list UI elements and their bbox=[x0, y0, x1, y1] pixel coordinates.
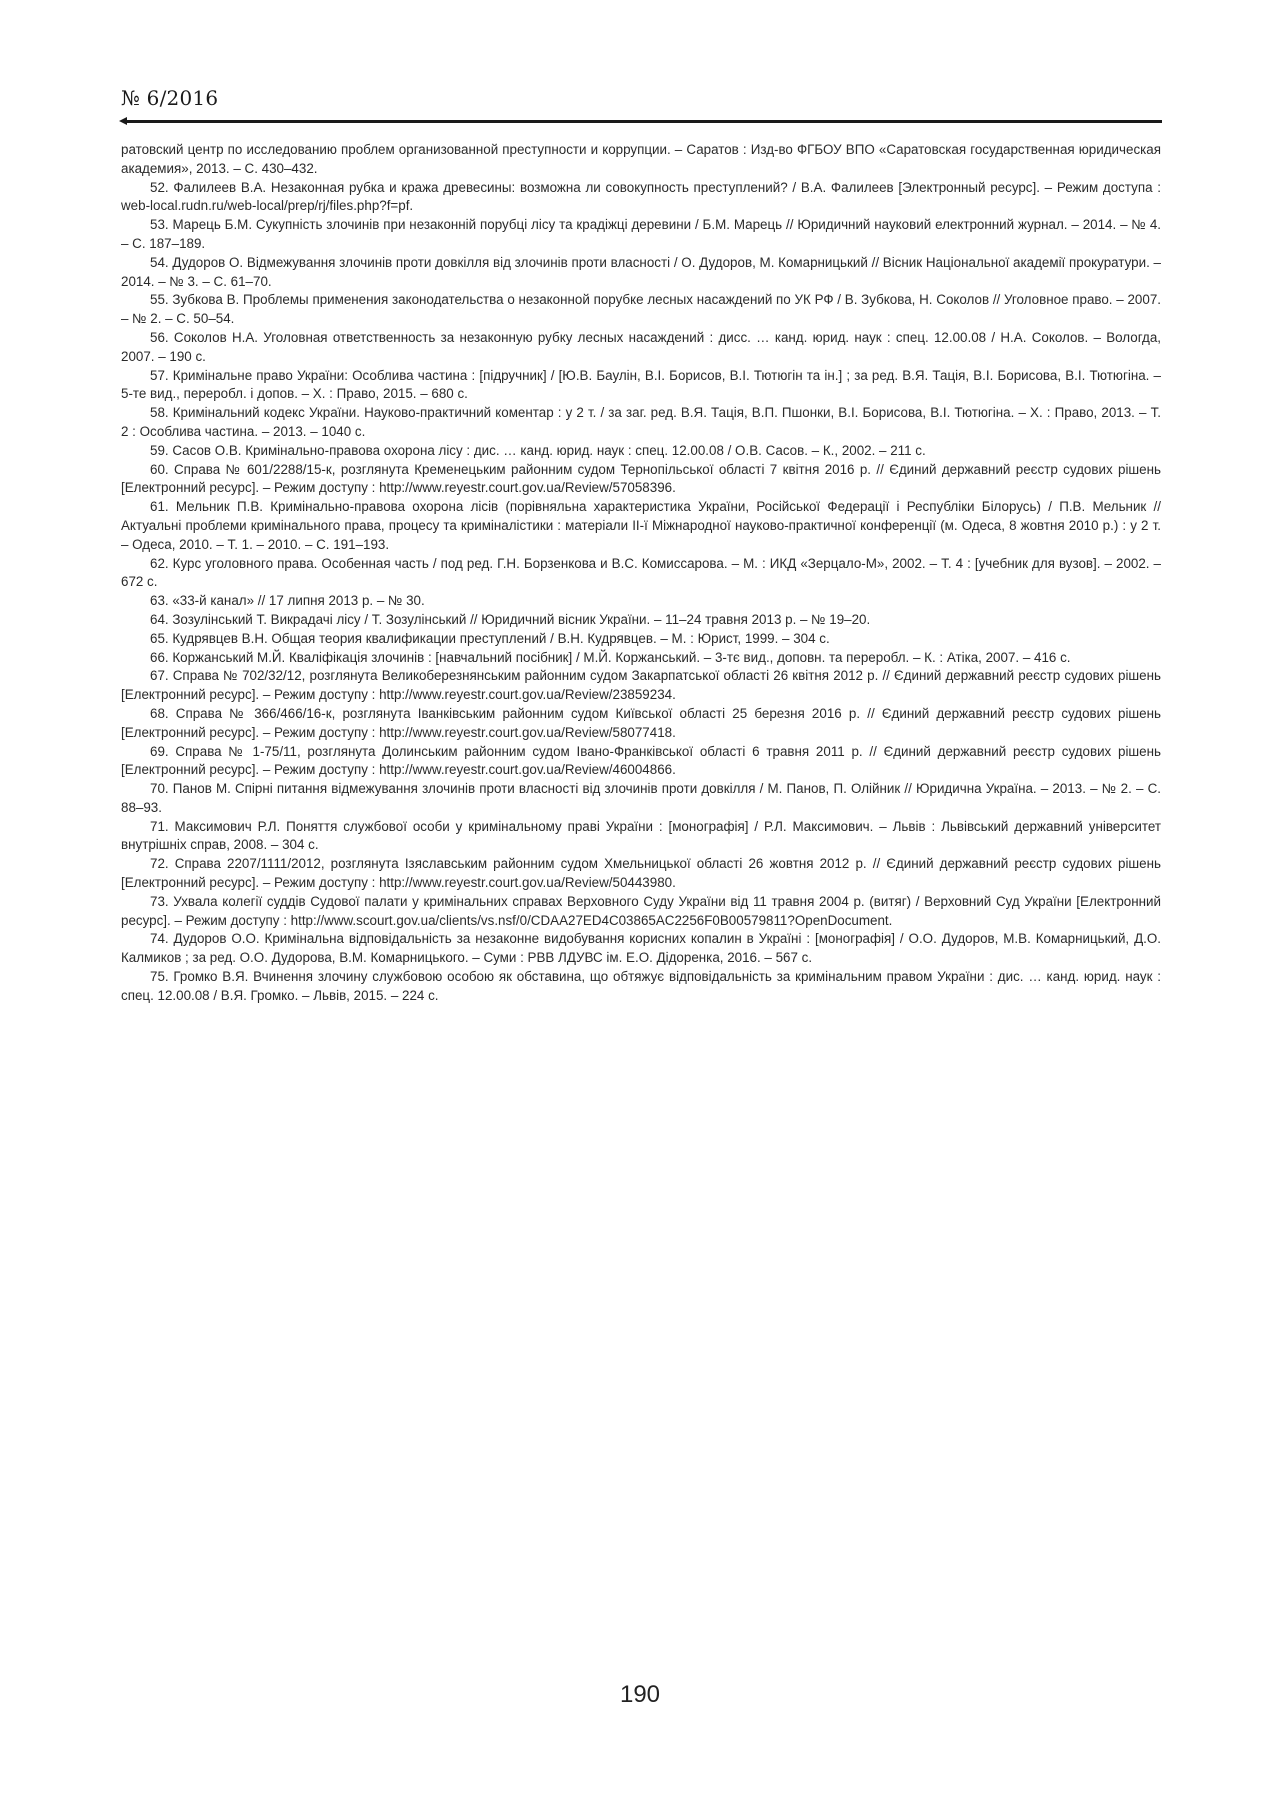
reference-item: 58. Кримінальний кодекс України. Науково-практичний коментар : у 2 т. / за заг. ред. В.Я. Тація, В.П. Пшонки, В.І. Борисова, В.І. Тютюгіна. – Х. : Право, 2013. – Т. 2 : Особлива частина. – 2013. – 1040 с. bbox=[121, 405, 1161, 439]
reference-item: 57. Кримінальне право України: Особлива частина : [підручник] / [Ю.В. Баулін, В.І. Борисов, В.І. Тютюгін та ін.] ; за ред. В.Я. Тація, В.І. Борисова, В.І. Тютюгіна. – 5-те вид., переробл. і допов. – Х. : Право, 2015. – 680 с. bbox=[121, 367, 1161, 402]
reference-item: 59. Сасов О.В. Кримінально-правова охорона лісу : дис. … канд. юрид. наук : спец. 12.00.08 / О.В. Сасов. – К., 2002. – 211 с. bbox=[150, 442, 926, 458]
reference-item: 60. Справа № 601/2288/15-к, розглянута Кременецьким районним судом Тернопільської області 7 квітня 2016 р. // Єдиний державний реєстр судових рішень [Електронний ресурс]. – Режим доступу : http://www.reyestr.court.gov.ua/Review/57058396. bbox=[121, 461, 1161, 496]
reference-item: 75. Громко В.Я. Вчинення злочину службовою особою як обставина, що обтяжує відповідальність за кримінальним правом України : дис. … канд. юрид. наук : спец. 12.00.08 / В.Я. Громко. – Львів, 2015. – 224 с. bbox=[121, 969, 1161, 1003]
reference-item: 63. «33-й канал» // 17 липня 2013 р. – № 30. bbox=[150, 593, 425, 609]
reference-item: 54. Дудоров О. Відмежування злочинів проти довкілля від злочинів проти власності / О. Дудоров, М. Комарницький // Вісник Національної академії прокуратури. – 2014. – № 3. – С. 61–70. bbox=[121, 254, 1161, 289]
reference-item: 70. Панов М. Спірні питання відмежування злочинів проти власності від злочинів проти довкілля / М. Панов, П. Олійник // Юридична Україна. – 2013. – № 2. – С. 88–93. bbox=[121, 781, 1161, 815]
reference-item: 65. Кудрявцев В.Н. Общая теория квалификации преступлений / В.Н. Кудрявцев. – М. : Юрист, 1999. – 304 с. bbox=[150, 630, 830, 646]
page-number: 190 bbox=[619, 1681, 661, 1708]
reference-item: 52. Фалилеев В.А. Незаконная рубка и кража древесины: возможна ли совокупность преступлений? / В.А. Фалилеев [Электронный ресурс]. – Режим доступа : web-local.rudn.ru/web-local/prep/rj/files.php?f=pf. bbox=[121, 179, 1161, 214]
reference-item: 56. Соколов Н.А. Уголовная ответственность за незаконную рубку лесных насаждений : дисс. … канд. юрид. наук : спец. 12.00.08 / Н.А. Соколов. – Вологда, 2007. – 190 с. bbox=[121, 329, 1161, 364]
reference-item: 69. Справа № 1-75/11, розглянута Долинським районним судом Івано-Франківської області 6 травня 2011 р. // Єдиний державний реєстр судових рішень [Електронний ресурс]. – Режим доступу : http://www.reyestr.court.gov.ua/Review/46004866. bbox=[121, 743, 1161, 778]
reference-item: 68. Справа № 366/466/16-к, розглянута Іванківським районним судом Київської області 25 березня 2016 р. // Єдиний державний реєстр судових рішень [Електронний ресурс]. – Режим доступу : http://www.reyestr.court.gov.ua/Review/58077418. bbox=[121, 705, 1161, 740]
reference-item: 53. Марець Б.М. Сукупність злочинів при незаконній порубці лісу та крадіжці деревини / Б.М. Марець // Юридичний науковий електронний журнал. – 2014. – № 4. – С. 187–189. bbox=[121, 217, 1161, 251]
issue-number: № 6/2016 bbox=[121, 86, 219, 110]
reference-item: 62. Курс уголовного права. Особенная часть / под ред. Г.Н. Борзенкова и В.С. Комиссарова. – М. : ИКД «Зерцало-М», 2002. – Т. 4 : [учебник для вузов]. – 2002. – 672 с. bbox=[121, 555, 1161, 590]
reference-item: 55. Зубкова В. Проблемы применения законодательства о незаконной порубке лесных насаждений по УК РФ / В. Зубкова, Н. Соколов // Уголовное право. – 2007. – № 2. – С. 50–54. bbox=[121, 292, 1161, 327]
reference-item: 73. Ухвала колегії суддів Судової палати у кримінальних справах Верховного Суду України від 11 травня 2004 р. (витяг) / Верховний Суд України [Електронний ресурс]. – Режим доступу : http://www.scourt.gov.ua/clients/vs.nsf/0/CDAA27ED4C03865AC2256F0B00579811?OpenDocument. bbox=[121, 893, 1161, 928]
reference-item: 66. Коржанський М.Й. Кваліфікація злочинів : [навчальний посібник] / М.Й. Коржанський. – 3-тє вид., доповн. та переробл. – К. : Атіка, 2007. – 416 с. bbox=[150, 649, 1071, 665]
reference-item: ратовский центр по исследованию проблем организованной преступности и коррупции. – Саратов : Изд-во ФГБОУ ВПО «Саратовская государственная юридическая академия», 2013. – С. 430–432. bbox=[121, 142, 1161, 176]
reference-item: 64. Зозулінський Т. Викрадачі лісу / Т. Зозулінський // Юридичний вісник України. – 11–24 травня 2013 р. – № 19–20. bbox=[150, 611, 871, 627]
reference-item: 61. Мельник П.В. Кримінально-правова охорона лісів (порівняльна характеристика України, Російської Федерації і Республіки Білорусь) / П.В. Мельник // Актуальні проблеми кримінального права, процесу та криміналістики : матеріали ІІ-ї Міжнародної науково-практичної конференції (м. Одеса, 8 жовтня 2010 р.) : у 2 т. – Одеса, 2010. – Т. 1. – 2010. – С. 191–193. bbox=[121, 499, 1161, 552]
header-rule bbox=[126, 120, 1162, 123]
reference-item: 74. Дудоров О.О. Кримінальна відповідальність за незаконне видобування корисних копалин в Україні : [монографія] / О.О. Дудоров, М.В. Комарницький, Д.О. Калмиков ; за ред. О.О. Дудорова, В.М. Комарницького. – Суми : РВВ ЛДУВС ім. Е.О. Дідоренка, 2016. – 567 с. bbox=[121, 931, 1161, 966]
reference-item: 67. Справа № 702/32/12, розглянута Великоберезнянським районним судом Закарпатської області 26 квітня 2012 р. // Єдиний державний реєстр судових рішень [Електронний ресурс]. – Режим доступу : http://www.reyestr.court.gov.ua/Review/23859234. bbox=[121, 668, 1161, 703]
reference-item: 71. Максимович Р.Л. Поняття службової особи у кримінальному праві України : [монографія] / Р.Л. Максимович. – Львів : Львівський державний університет внутрішніх справ, 2008. – 304 с. bbox=[121, 818, 1161, 853]
reference-list bbox=[121, 141, 1161, 1006]
reference-item: 72. Справа 2207/1111/2012, розглянута Ізяславським районним судом Хмельницької області 26 жовтня 2012 р. // Єдиний державний реєстр судових рішень [Електронний ресурс]. – Режим доступу : http://www.reyestr.court.gov.ua/Review/50443980. bbox=[121, 856, 1161, 891]
